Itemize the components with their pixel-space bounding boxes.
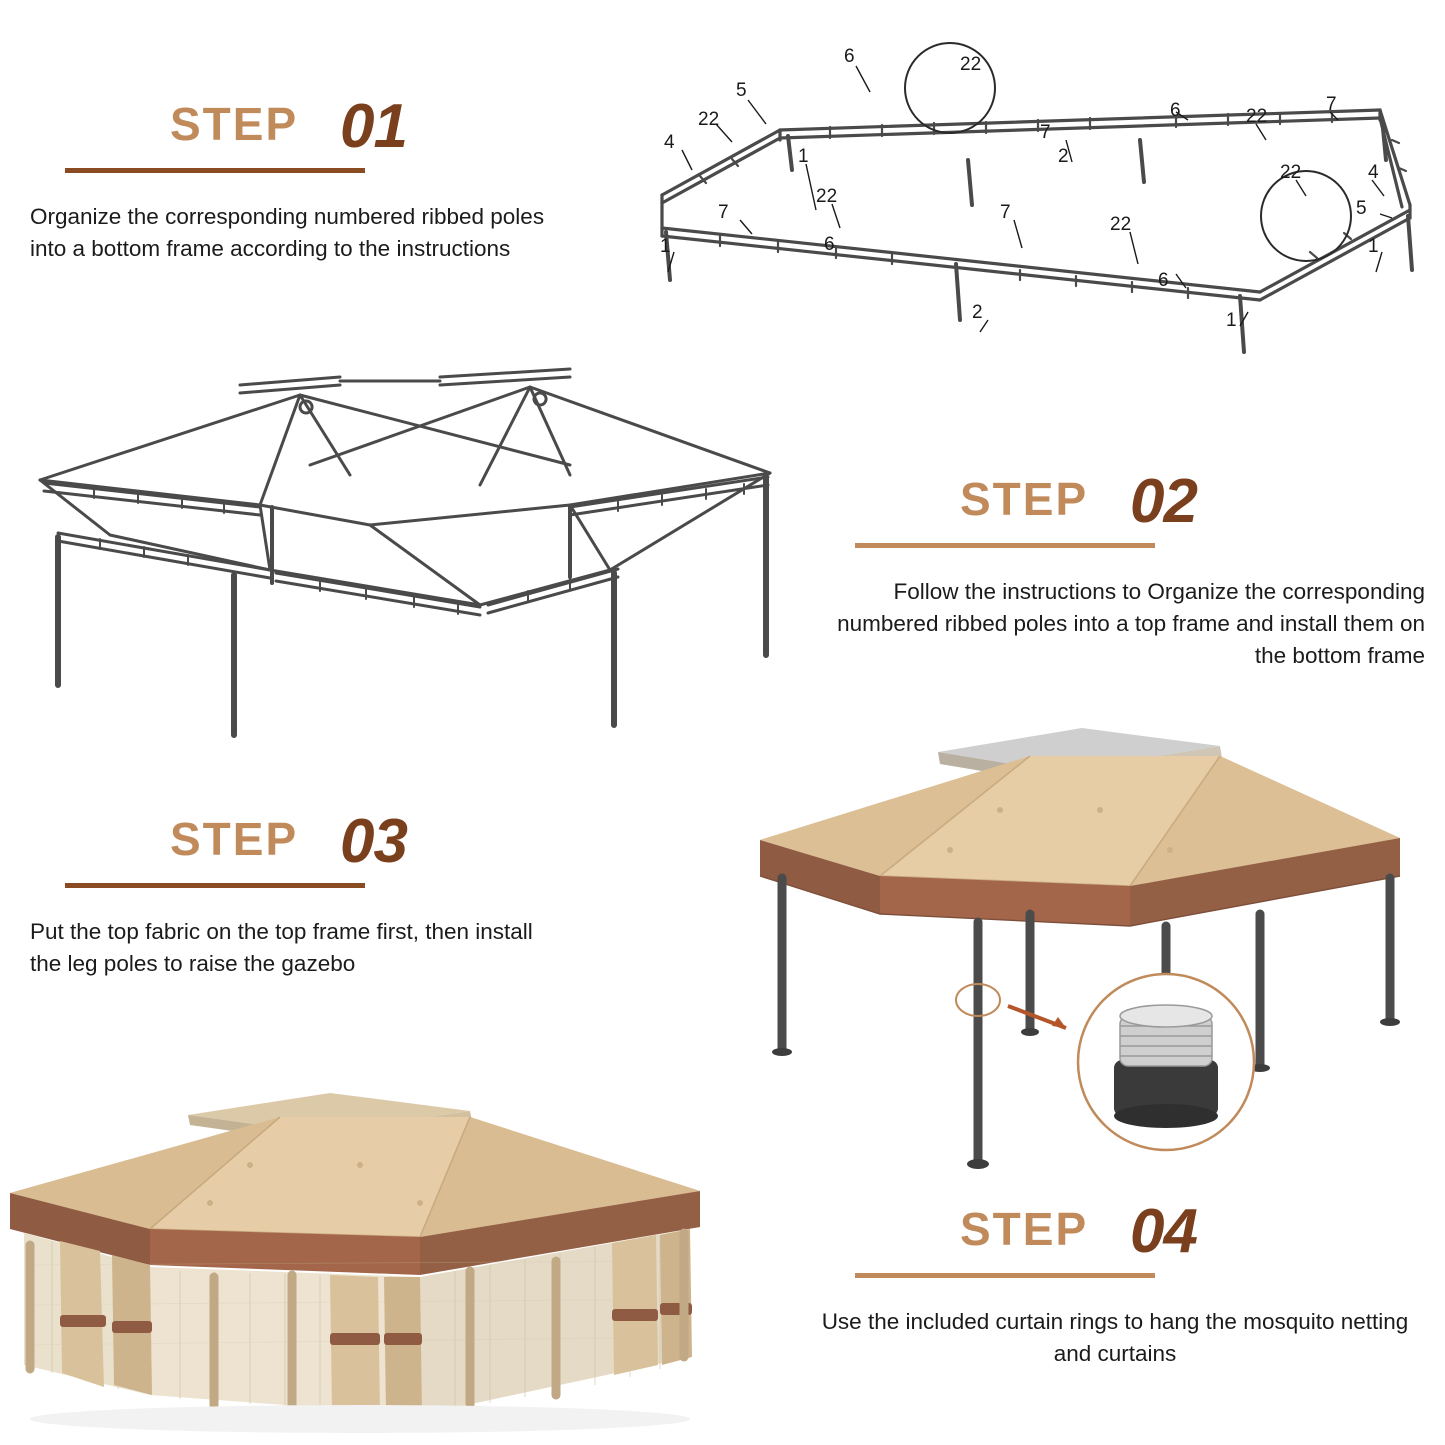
svg-text:2: 2 [1058, 146, 1069, 167]
svg-text:22: 22 [1246, 106, 1268, 127]
svg-text:1: 1 [1226, 310, 1237, 331]
step-block-01 [30, 92, 550, 265]
step-01-text: Organize the corresponding numbered ribbed poles into a bottom frame according to the instructions [30, 204, 545, 261]
step-03-text: Put the top fabric on the top frame first, then install the leg poles to raise the gazebo [30, 919, 533, 976]
svg-text:4: 4 [1368, 162, 1379, 183]
step-03-word: STEP [170, 813, 299, 865]
step-01-heading [30, 92, 550, 167]
step-04-number: 04 [1130, 1197, 1197, 1266]
svg-text:6: 6 [824, 234, 835, 255]
step-01-number: 01 [340, 92, 407, 161]
step-02-text: Follow the instructions to Organize the corresponding numbered ribbed poles into a top frame and install them on the bottom frame [837, 579, 1425, 668]
svg-text:22: 22 [1280, 162, 1302, 183]
top-frame-figure [10, 355, 820, 785]
svg-text:6: 6 [1158, 270, 1169, 291]
step-01-word: STEP [170, 98, 299, 150]
svg-text:7: 7 [1326, 94, 1337, 115]
svg-text:1: 1 [798, 146, 809, 167]
step-block-02 [805, 467, 1425, 672]
svg-text:4: 4 [664, 132, 675, 153]
step-04-rule [855, 1273, 1155, 1278]
step-01-rule [65, 168, 365, 173]
step-04-word: STEP [960, 1203, 1089, 1255]
step-03-number: 03 [340, 807, 407, 876]
step-02-number: 02 [1130, 467, 1197, 536]
svg-text:2: 2 [972, 302, 983, 323]
step-02-heading [805, 467, 1425, 542]
finished-gazebo-figure [0, 1065, 740, 1445]
step-03-rule [65, 883, 365, 888]
step-block-04 [805, 1197, 1425, 1370]
gazebo-canopy-figure [700, 690, 1440, 1210]
step-04-heading [805, 1197, 1425, 1272]
step-02-rule [855, 543, 1155, 548]
step-04-text: Use the included curtain rings to hang the mosquito netting and curtains [821, 1309, 1409, 1366]
svg-text:7: 7 [718, 202, 729, 223]
svg-text:1: 1 [660, 236, 671, 257]
svg-text:5: 5 [736, 80, 747, 101]
step-block-03 [30, 807, 550, 980]
svg-text:1: 1 [1368, 236, 1379, 257]
step-03-heading [30, 807, 550, 882]
svg-text:22: 22 [960, 54, 982, 75]
svg-text:5: 5 [1356, 198, 1367, 219]
bottom-frame-figure [620, 20, 1430, 370]
svg-text:22: 22 [1110, 214, 1132, 235]
svg-text:6: 6 [1170, 100, 1181, 121]
svg-text:22: 22 [698, 109, 720, 130]
svg-text:7: 7 [1000, 202, 1011, 223]
svg-text:7: 7 [1040, 122, 1051, 143]
svg-text:6: 6 [844, 46, 855, 67]
step-02-word: STEP [960, 473, 1089, 525]
svg-text:22: 22 [816, 186, 838, 207]
